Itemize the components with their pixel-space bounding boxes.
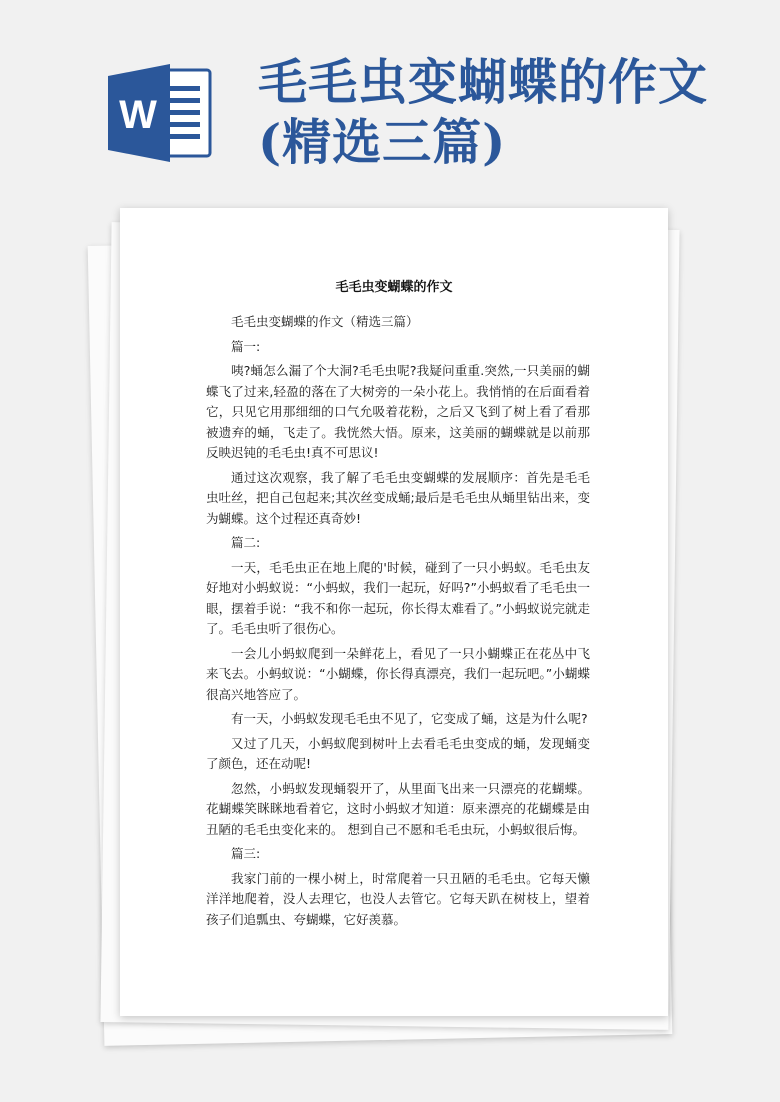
section-heading: 篇三: (231, 846, 261, 861)
paragraph: 忽然，小蚂蚁发现蛹裂开了，从里面飞出来一只漂亮的花蝴蝶。花蝴蝶笑眯眯地看着它，这时小蚂蚁才知道：原来漂亮的花蝴蝶是由丑陋的毛毛虫变化来的。 想到自己不愿和毛毛虫玩，小蚂蚁很后悔。 (206, 780, 590, 837)
document-page (120, 208, 668, 1016)
paragraph: 毛毛虫变蝴蝶的作文（精选三篇） (231, 314, 419, 329)
paragraph: 一会儿小蚂蚁爬到一朵鲜花上，看见了一只小蝴蝶正在花丛中飞来飞去。小蚂蚁说：“小蝴蝶，你长得真漂亮，我们一起玩吧。”小蝴蝶很高兴地答应了。 (206, 645, 590, 702)
paragraph: 咦?蛹怎么漏了个大洞?毛毛虫呢?我疑问重重.突然,一只美丽的蝴蝶飞了过来,轻盈的落在了大树旁的一朵小花上。我悄悄的在后面看着它，只见它用那细细的口气允吸着花粉，之后又飞到了树上看了看那被遗弃的蛹，飞走了。我恍然大悟。原来，这美丽的蝴蝶就是以前那反映迟钝的毛毛虫!真不可思议! (206, 363, 590, 460)
paragraph: 又过了几天，小蚂蚁爬到树叶上去看毛毛虫变成的蛹，发现蛹变了颜色，还在动呢! (206, 735, 590, 771)
document-title: 毛毛虫变蝴蝶的作文 (335, 280, 453, 295)
paragraph: 一天，毛毛虫正在地上爬的'时候，碰到了一只小蚂蚁。毛毛虫友好地对小蚂蚁说：“小蚂蚁，我们一起玩，好吗?”小蚂蚁看了毛毛虫一眼，摆着手说：“我不和你一起玩，你长得太难看了。”小蚂蚁说完就走了。毛毛虫听了很伤心。 (206, 559, 590, 636)
paragraph: 我家门前的一棵小树上，时常爬着一只丑陋的毛毛虫。它每天懒洋洋地爬着，没人去理它，也没人去管它。它每天趴在树枝上，望着孩子们追瓢虫、夸蝴蝶，它好羡慕。 (206, 870, 590, 927)
word-logo-letter: W (119, 93, 157, 137)
section-heading: 篇一: (231, 338, 261, 354)
paragraph: 有一天，小蚂蚁发现毛毛虫不见了，它变成了蛹，这是为什么呢? (231, 711, 588, 726)
section-heading: 篇二: (231, 535, 261, 550)
page-title: 毛毛虫变蝴蝶的作文(精选三篇) (258, 53, 709, 171)
document-body (206, 312, 590, 934)
word-document-icon (108, 64, 216, 162)
paragraph: 通过这次观察，我了解了毛毛虫变蝴蝶的发展顺序：首先是毛毛虫吐丝，把自己包起来;其次丝变成蛹;最后是毛毛虫从蛹里钻出来，变为蝴蝶。这个过程还真奇妙! (206, 469, 590, 526)
